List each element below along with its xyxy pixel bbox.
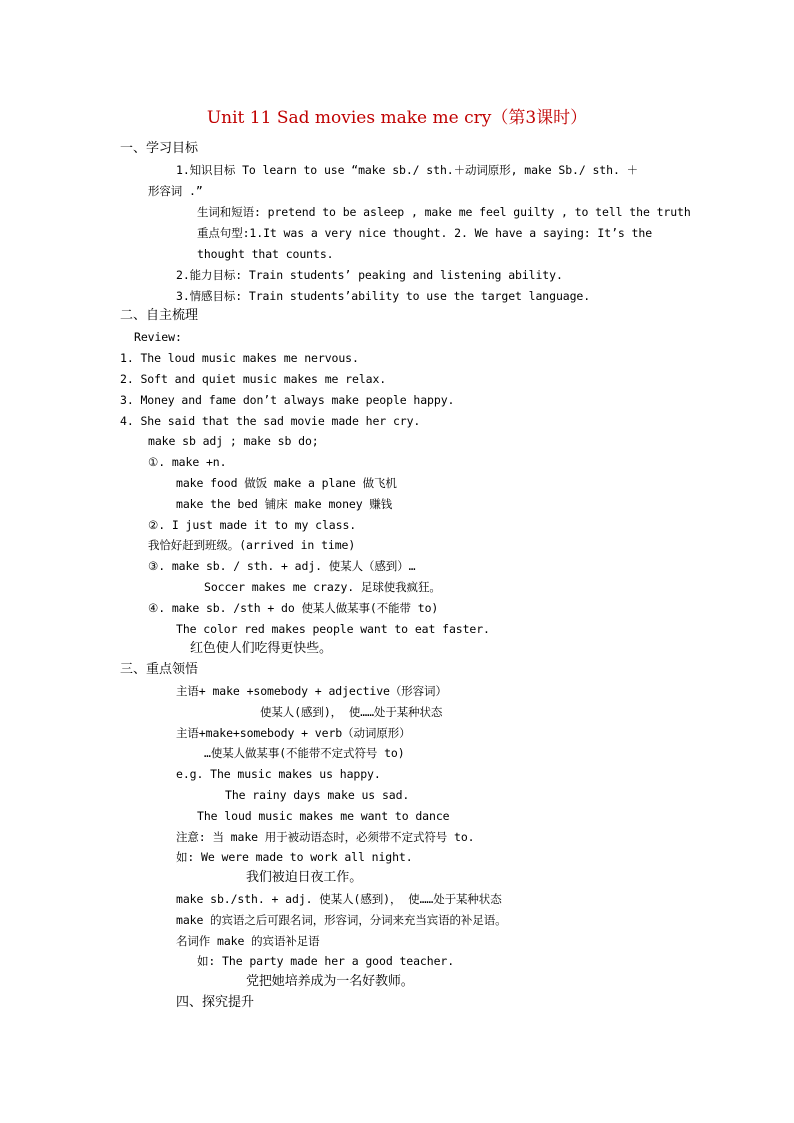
text-line: 3. Money and fame don’t always make people happy. [120,393,455,407]
text-line: make sb./sth. + adj. 使某人(感到)， 使……处于某种状态 [176,892,502,906]
text-line: ①. make +n. [148,455,227,469]
text-line: make sb adj ; make sb do; [148,434,319,448]
text-line: 红色使人们吃得更快些。 [190,641,332,656]
text-line: 1. The loud music makes me nervous. [120,351,359,365]
text-line: 1.知识目标 To learn to use “make sb./ sth.＋动词原形, make Sb./ sth. ＋ [176,163,639,177]
text-line: 名词作 make 的宾语补足语 [176,934,320,948]
text-line: 重点句型:1.It was a very nice thought. 2. We have a saying: It’s the [197,226,653,240]
text-line: 2.能力目标: Train students’ peaking and listening ability. [176,268,563,282]
text-line: make food 做饭 make a plane 做飞机 [176,476,397,490]
document-title: Unit 11 Sad movies make me cry（第3课时） [206,108,588,128]
text-line: 形容词 .” [148,184,203,198]
text-line: …使某人做某事(不能带不定式符号 to) [204,746,405,760]
text-line: 我们被迫日夜工作。 [246,870,363,885]
text-line: The rainy days make us sad. [225,788,410,802]
text-line: make 的宾语之后可跟名词，形容词，分词来充当宾语的补足语。 [176,913,507,927]
text-line: make the bed 铺床 make money 赚钱 [176,497,393,511]
section-heading-4: 四、探究提升 [176,995,255,1010]
text-line: 如: We were made to work all night. [176,850,413,864]
text-line: 4. She said that the sad movie made her cry. [120,414,421,428]
text-line: 3.情感目标: Train students’ability to use the target language. [176,289,591,303]
text-line: 主语+make+somebody + verb（动词原形） [176,726,411,740]
text-line: 我恰好赶到班级。(arrived in time) [148,538,356,552]
text-line: Soccer makes me crazy. 足球使我疯狂。 [204,580,441,594]
text-line: The color red makes people want to eat faster. [176,622,490,636]
text-line: 注意: 当 make 用于被动语态时，必须带不定式符号 to. [176,830,475,844]
section-heading-1: 一、学习目标 [120,141,199,156]
text-line: 如: The party made her a good teacher. [197,954,455,968]
text-line: 生词和短语: pretend to be asleep , make me feel guilty , to tell the truth [197,205,691,219]
text-line: 2. Soft and quiet music makes me relax. [120,372,387,386]
text-line: 党把她培养成为一名好教师。 [246,974,414,989]
section-heading-2: 二、自主梳理 [120,308,199,323]
text-line: ②. I just made it to my class. [148,518,357,532]
section-heading-3: 三、重点领悟 [120,662,199,677]
text-line: 使某人(感到)， 使……处于某种状态 [260,705,443,719]
text-line: The loud music makes me want to dance [197,809,450,823]
text-line: e.g. The music makes us happy. [176,767,381,781]
text-line: 主语+ make +somebody + adjective（形容词） [176,684,447,698]
text-line: ③. make sb. / sth. + adj. 使某人（感到）… [148,559,416,573]
text-line: ④. make sb. /sth + do 使某人做某事(不能带 to) [148,601,439,615]
text-line: Review: [134,330,182,344]
text-line: thought that counts. [197,247,334,261]
